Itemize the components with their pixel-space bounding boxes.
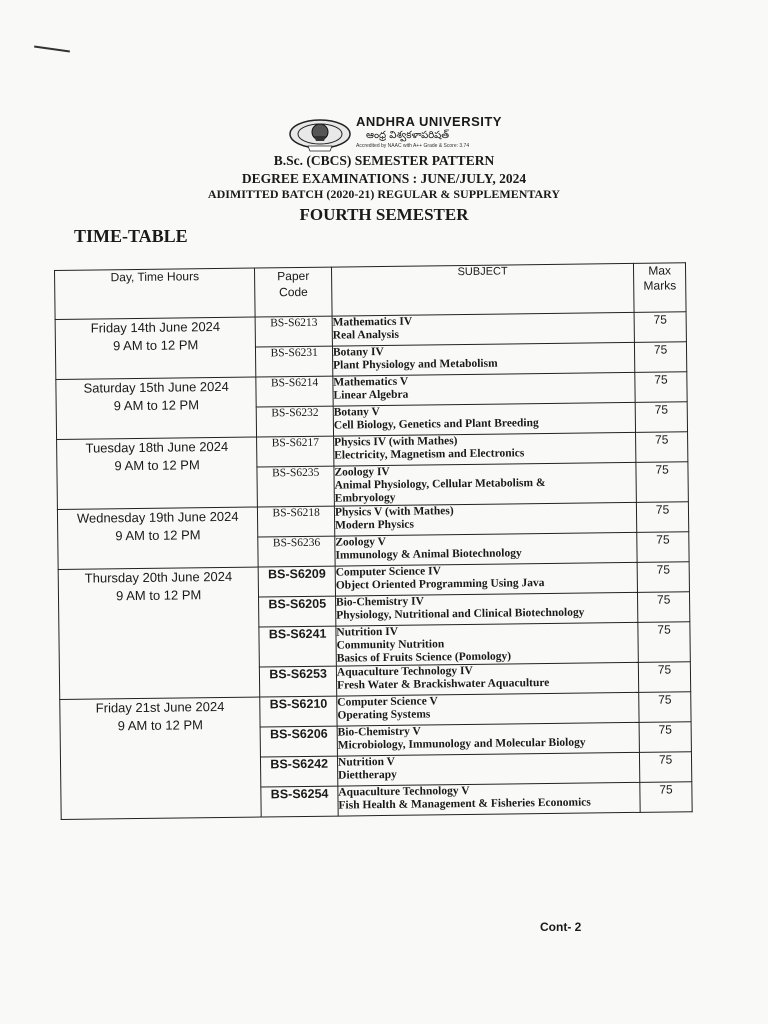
subject-detail: Physiology, Nutritional and Clinical Biotechnology: [336, 606, 585, 622]
subject-detail: Linear Algebra: [333, 388, 409, 402]
max-marks: 75: [637, 562, 689, 593]
subject-name: Mathematics V: [333, 375, 409, 389]
exam-time: 9 AM to 12 PM: [117, 717, 204, 734]
continuation-note: Cont- 2: [540, 920, 582, 934]
page-title: TIME-TABLE: [74, 226, 188, 246]
university-name-telugu: ఆంధ్ర విశ్వకళాపరిషత్: [366, 130, 450, 141]
university-logo-block: [288, 112, 528, 158]
subject-detail: Modern Physics: [335, 518, 415, 532]
subject-detail: Cell Biology, Genetics and Plant Breeding: [333, 417, 539, 432]
subject-detail: Microbiology, Immunology and Molecular Biology: [337, 736, 586, 752]
subject-name: Computer Science IV: [335, 565, 441, 579]
exam-day-cell: [56, 377, 257, 439]
subject-detail: Diettherapy: [338, 768, 397, 782]
subject-cell: [336, 622, 639, 666]
exam-time: 9 AM to 12 PM: [114, 457, 200, 474]
subject-name: Aquaculture Technology IV: [336, 664, 473, 679]
paper-code: BS-S6205: [259, 596, 336, 627]
subject-name: Bio-Chemistry V: [337, 725, 421, 739]
timetable: [54, 262, 693, 820]
subject-name: Nutrition V: [337, 755, 396, 769]
max-marks: 75: [635, 372, 687, 403]
header-line-exam: DEGREE EXAMINATIONS : JUNE/JULY, 2024: [241, 171, 527, 186]
paper-code: BS-S6218: [258, 506, 335, 537]
timetable-header-row: [55, 263, 687, 320]
subject-detail: Electricity, Magnetism and Electronics: [334, 447, 525, 462]
exam-day-cell: [57, 507, 258, 569]
subject-name: Aquaculture Technology V: [338, 784, 470, 799]
subject-name: Bio-Chemistry IV: [335, 595, 424, 609]
subject-detail: Fish Health & Management & Fisheries Economics: [338, 796, 591, 812]
subject-name: Physics V (with Mathes): [334, 505, 454, 519]
exam-day-cell: [58, 567, 260, 699]
max-marks: 75: [640, 752, 692, 783]
column-header-code: [255, 267, 332, 317]
subject-cell: [338, 782, 641, 816]
max-marks: 75: [639, 692, 691, 723]
exam-time: 9 AM to 12 PM: [115, 587, 202, 604]
subject-cell: [334, 462, 637, 506]
column-header-code-line1: Paper: [277, 268, 310, 284]
max-marks: 75: [634, 312, 686, 343]
column-header-max-line1: Max: [648, 263, 672, 278]
exam-day-cell: [60, 697, 262, 819]
university-name: ANDHRA UNIVERSITY: [356, 114, 502, 129]
subject-name: Mathematics IV: [332, 315, 413, 329]
accreditation-text: Accredited by NAAC with A++ Grade & Score: 3.74: [356, 143, 470, 149]
subject-detail: Real Analysis: [332, 328, 399, 342]
timetable-body: [55, 312, 692, 820]
subject-cell: [336, 662, 639, 696]
header-line-batch: ADIMITTED BATCH (2020-21) REGULAR & SUPPLEMENTARY: [207, 187, 561, 201]
subject-name: Zoology V: [335, 535, 386, 549]
exam-time: 9 AM to 12 PM: [112, 337, 199, 354]
subject-cell: [332, 312, 635, 346]
paper-code: BS-S6242: [261, 756, 338, 787]
column-header-subject: SUBJECT: [331, 263, 634, 316]
exam-day-cell: [57, 437, 258, 509]
subject-cell: [337, 692, 640, 726]
max-marks: 75: [638, 592, 690, 623]
exam-time: 9 AM to 12 PM: [113, 397, 200, 414]
exam-date: Saturday 15th June 2024: [83, 378, 229, 396]
subject-cell: [337, 722, 640, 756]
exam-day-cell: [55, 317, 256, 379]
subject-name: Nutrition IV: [336, 625, 399, 639]
paper-code: BS-S6213: [256, 316, 333, 347]
column-header-max-line2: Marks: [643, 278, 677, 293]
exam-time: 9 AM to 12 PM: [115, 527, 201, 544]
paper-code: BS-S6214: [256, 376, 333, 407]
paper-code: BS-S6235: [257, 466, 334, 507]
subject-detail: Embryology: [334, 491, 396, 505]
max-marks: 75: [639, 722, 691, 753]
max-marks: 75: [636, 432, 688, 463]
paper-code: BS-S6217: [257, 436, 334, 467]
exam-date: Friday 21st June 2024: [95, 698, 225, 716]
exam-date: Wednesday 19th June 2024: [76, 508, 239, 526]
max-marks: 75: [640, 782, 692, 813]
header-line-pattern: B.Sc. (CBCS) SEMESTER PATTERN: [273, 153, 495, 168]
subject-name: Zoology IV: [334, 465, 390, 479]
max-marks: 75: [637, 532, 689, 563]
subject-name: Computer Science V: [337, 695, 438, 709]
subject-cell: [335, 562, 638, 596]
paper-code: BS-S6206: [261, 726, 338, 757]
exam-date: Tuesday 18th June 2024: [85, 438, 229, 456]
max-marks: 75: [639, 662, 691, 693]
subject-detail: Community Nutrition: [336, 638, 445, 652]
subject-name: Physics IV (with Mathes): [333, 435, 458, 449]
header-line-semester: FOURTH SEMESTER: [299, 205, 469, 224]
paper-code: BS-S6236: [258, 536, 335, 567]
column-header-code-line2: Code: [279, 284, 308, 300]
exam-date: Thursday 20th June 2024: [84, 568, 233, 586]
subject-name: Botany V: [333, 406, 380, 419]
paper-code: BS-S6209: [259, 566, 336, 597]
max-marks: 75: [636, 462, 688, 503]
subject-cell: [337, 752, 640, 786]
subject-detail: Fresh Water & Brackishwater Aquaculture: [336, 676, 550, 692]
subject-cell: [334, 502, 637, 536]
max-marks: 75: [635, 342, 687, 373]
pen-mark: [34, 46, 70, 53]
exam-date: Friday 14th June 2024: [90, 318, 221, 336]
subject-detail: Operating Systems: [337, 708, 431, 722]
subject-detail: Animal Physiology, Cellular Metabolism &: [334, 477, 546, 492]
subject-cell: [333, 432, 636, 466]
subject-cell: [332, 342, 635, 376]
subject-cell: [333, 402, 636, 436]
subject-detail: Basics of Fruits Science (Pomology): [336, 650, 512, 665]
subject-cell: [333, 372, 636, 406]
paper-code: BS-S6232: [257, 406, 334, 437]
max-marks: 75: [637, 502, 689, 533]
subject-name: Botany IV: [332, 345, 384, 359]
subject-cell: [335, 592, 638, 626]
subject-detail: Object Oriented Programming Using Java: [335, 577, 545, 592]
max-marks: 75: [638, 622, 690, 663]
column-header-max: [634, 263, 686, 313]
subject-detail: Plant Physiology and Metabolism: [333, 357, 498, 372]
subject-detail: Immunology & Animal Biotechnology: [335, 547, 522, 562]
subject-cell: [335, 532, 638, 566]
max-marks: 75: [635, 402, 687, 433]
paper-code: BS-S6253: [260, 666, 337, 697]
university-seal-icon: [288, 114, 352, 154]
paper-code: BS-S6231: [256, 346, 333, 377]
paper-code: BS-S6254: [261, 786, 338, 817]
column-header-day: Day, Time Hours: [55, 268, 256, 319]
paper-code: BS-S6210: [260, 696, 337, 727]
paper-code: BS-S6241: [259, 626, 336, 667]
